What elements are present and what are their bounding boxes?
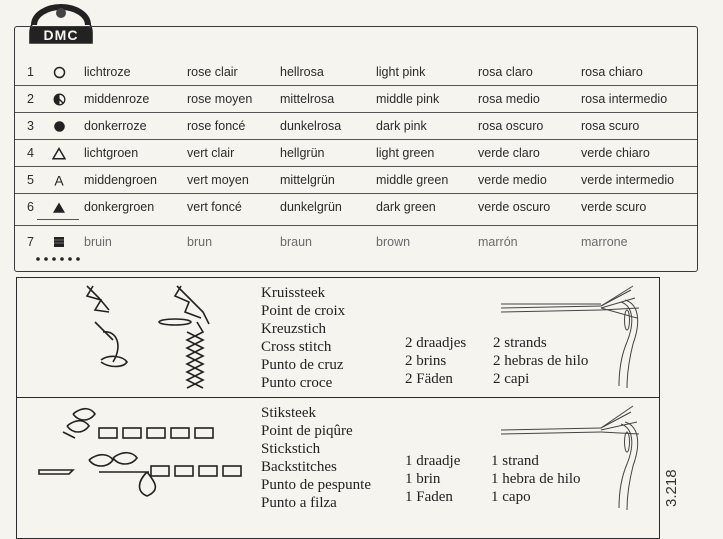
svg-text:CREATIVE WORLD: CREATIVE WORLD (38, 19, 84, 25)
thread-count: 1 Faden (405, 489, 453, 505)
french-name: vert clair (187, 146, 235, 160)
stitch-name: Cross stitch (261, 339, 332, 355)
german-name: dunkelrosa (280, 119, 342, 133)
cross-stitch-names (261, 284, 345, 392)
english-name: dark pink (376, 119, 427, 133)
color-key-table (14, 26, 698, 272)
triangle-outline-icon (51, 140, 67, 166)
panel-divider (17, 397, 659, 398)
row-number: 5 (27, 173, 34, 187)
french-name: rose moyen (187, 92, 253, 106)
row-number: 2 (27, 92, 34, 106)
dutch-name: lichtroze (84, 65, 131, 79)
stitch-name: Kreuzstich (261, 321, 326, 337)
dutch-name: lichtgroen (84, 146, 139, 160)
italian-name: marrone (581, 235, 628, 249)
stitch-name: Stickstich (261, 441, 321, 457)
german-name: dunkelgrün (280, 200, 342, 214)
backstitch-names (261, 404, 371, 512)
english-name: light green (376, 146, 435, 160)
key-row-7 (15, 229, 697, 255)
needle-two-strands-icon (501, 282, 651, 392)
needle-one-strand-icon (501, 404, 651, 514)
thread-count: 1 brin (405, 471, 441, 487)
english-name: middle green (376, 173, 449, 187)
key-row-2 (15, 86, 697, 112)
stitch-name: Punto de cruz (261, 357, 344, 373)
french-name: brun (187, 235, 213, 249)
row-number: 6 (27, 200, 34, 214)
backstitch-diagram-icon (29, 402, 249, 502)
english-name: middle pink (376, 92, 440, 106)
cross-thread-count (405, 334, 466, 388)
italian-name: verde scuro (581, 200, 647, 214)
symbol-underline (37, 219, 79, 220)
thread-count: 2 brins (405, 353, 447, 369)
french-name: rose foncé (187, 119, 246, 133)
spanish-name: verde medio (478, 173, 547, 187)
thread-count: 1 capo (491, 489, 531, 505)
german-name: hellgrün (280, 146, 325, 160)
row-number: 4 (27, 146, 34, 160)
key-row-3 (15, 113, 697, 139)
key-row-4 (15, 140, 697, 166)
thread-count: 2 Fäden (405, 371, 453, 387)
dutch-name: middengroen (84, 173, 157, 187)
english-name: dark green (376, 200, 436, 214)
svg-text:DMC: DMC (43, 27, 79, 43)
circle-filled-icon (51, 113, 67, 139)
stitch-name: Punto croce (261, 375, 333, 391)
thread-count: 2 draadjes (405, 335, 467, 351)
half-circle-icon (51, 86, 67, 112)
row-number: 1 (27, 65, 34, 79)
spanish-name: rosa medio (478, 92, 540, 106)
thread-count: 1 hebra de hilo (491, 471, 581, 487)
dutch-name: middenroze (84, 92, 150, 106)
thread-count: 2 strands (493, 335, 547, 351)
dutch-name: bruin (84, 235, 112, 249)
spanish-name: verde claro (478, 146, 540, 160)
italian-name: verde intermedio (581, 173, 675, 187)
stitch-name: Point de piqûre (261, 423, 353, 439)
thread-count: 1 strand (491, 453, 539, 469)
thread-count: 2 capi (493, 371, 530, 387)
triangle-filled-icon (51, 194, 67, 220)
letter-a-icon (51, 167, 67, 193)
french-name: rose clair (187, 65, 238, 79)
italian-name: rosa chiaro (581, 65, 643, 79)
french-name: vert moyen (187, 173, 249, 187)
thread-count: 2 hebras de hilo (493, 353, 589, 369)
cross-stitch-diagram-icon (57, 282, 217, 394)
back-thread-count (405, 452, 460, 506)
key-row-5 (15, 167, 697, 193)
dutch-name: donkergroen (84, 200, 155, 214)
circle-outline-icon (51, 59, 67, 85)
french-name: vert foncé (187, 200, 242, 214)
italian-name: verde chiaro (581, 146, 650, 160)
square-filled-icon (51, 229, 67, 255)
german-name: mittelgrün (280, 173, 335, 187)
row-number: 7 (27, 235, 34, 249)
italian-name: rosa scuro (581, 119, 640, 133)
german-name: hellrosa (280, 65, 324, 79)
backstitch-dots-icon (35, 255, 99, 263)
italian-name: rosa intermedio (581, 92, 668, 106)
stitch-instructions-panel (16, 277, 660, 539)
page-reference: 3.218 (663, 469, 680, 507)
spanish-name: marrón (478, 235, 518, 249)
stitch-name: Point de croix (261, 303, 346, 319)
key-row-6 (15, 194, 697, 220)
stitch-name: Punto de pespunte (261, 477, 371, 493)
thread-count: 1 draadje (405, 453, 461, 469)
spanish-name: rosa claro (478, 65, 533, 79)
row-divider (15, 225, 697, 226)
spanish-name: verde oscuro (478, 200, 551, 214)
german-name: braun (280, 235, 312, 249)
stitch-name: Punto a filza (261, 495, 337, 511)
stitch-name: Stiksteek (261, 405, 316, 421)
key-row-1 (15, 59, 697, 85)
row-number: 3 (27, 119, 34, 133)
svg-text:A: A (54, 173, 64, 187)
spanish-name: rosa oscuro (478, 119, 544, 133)
stitch-name: Kruissteek (261, 285, 326, 301)
german-name: mittelrosa (280, 92, 335, 106)
dutch-name: donkerroze (84, 119, 147, 133)
english-name: brown (376, 235, 411, 249)
stitch-name: Backstitches (261, 459, 337, 475)
english-name: light pink (376, 65, 426, 79)
